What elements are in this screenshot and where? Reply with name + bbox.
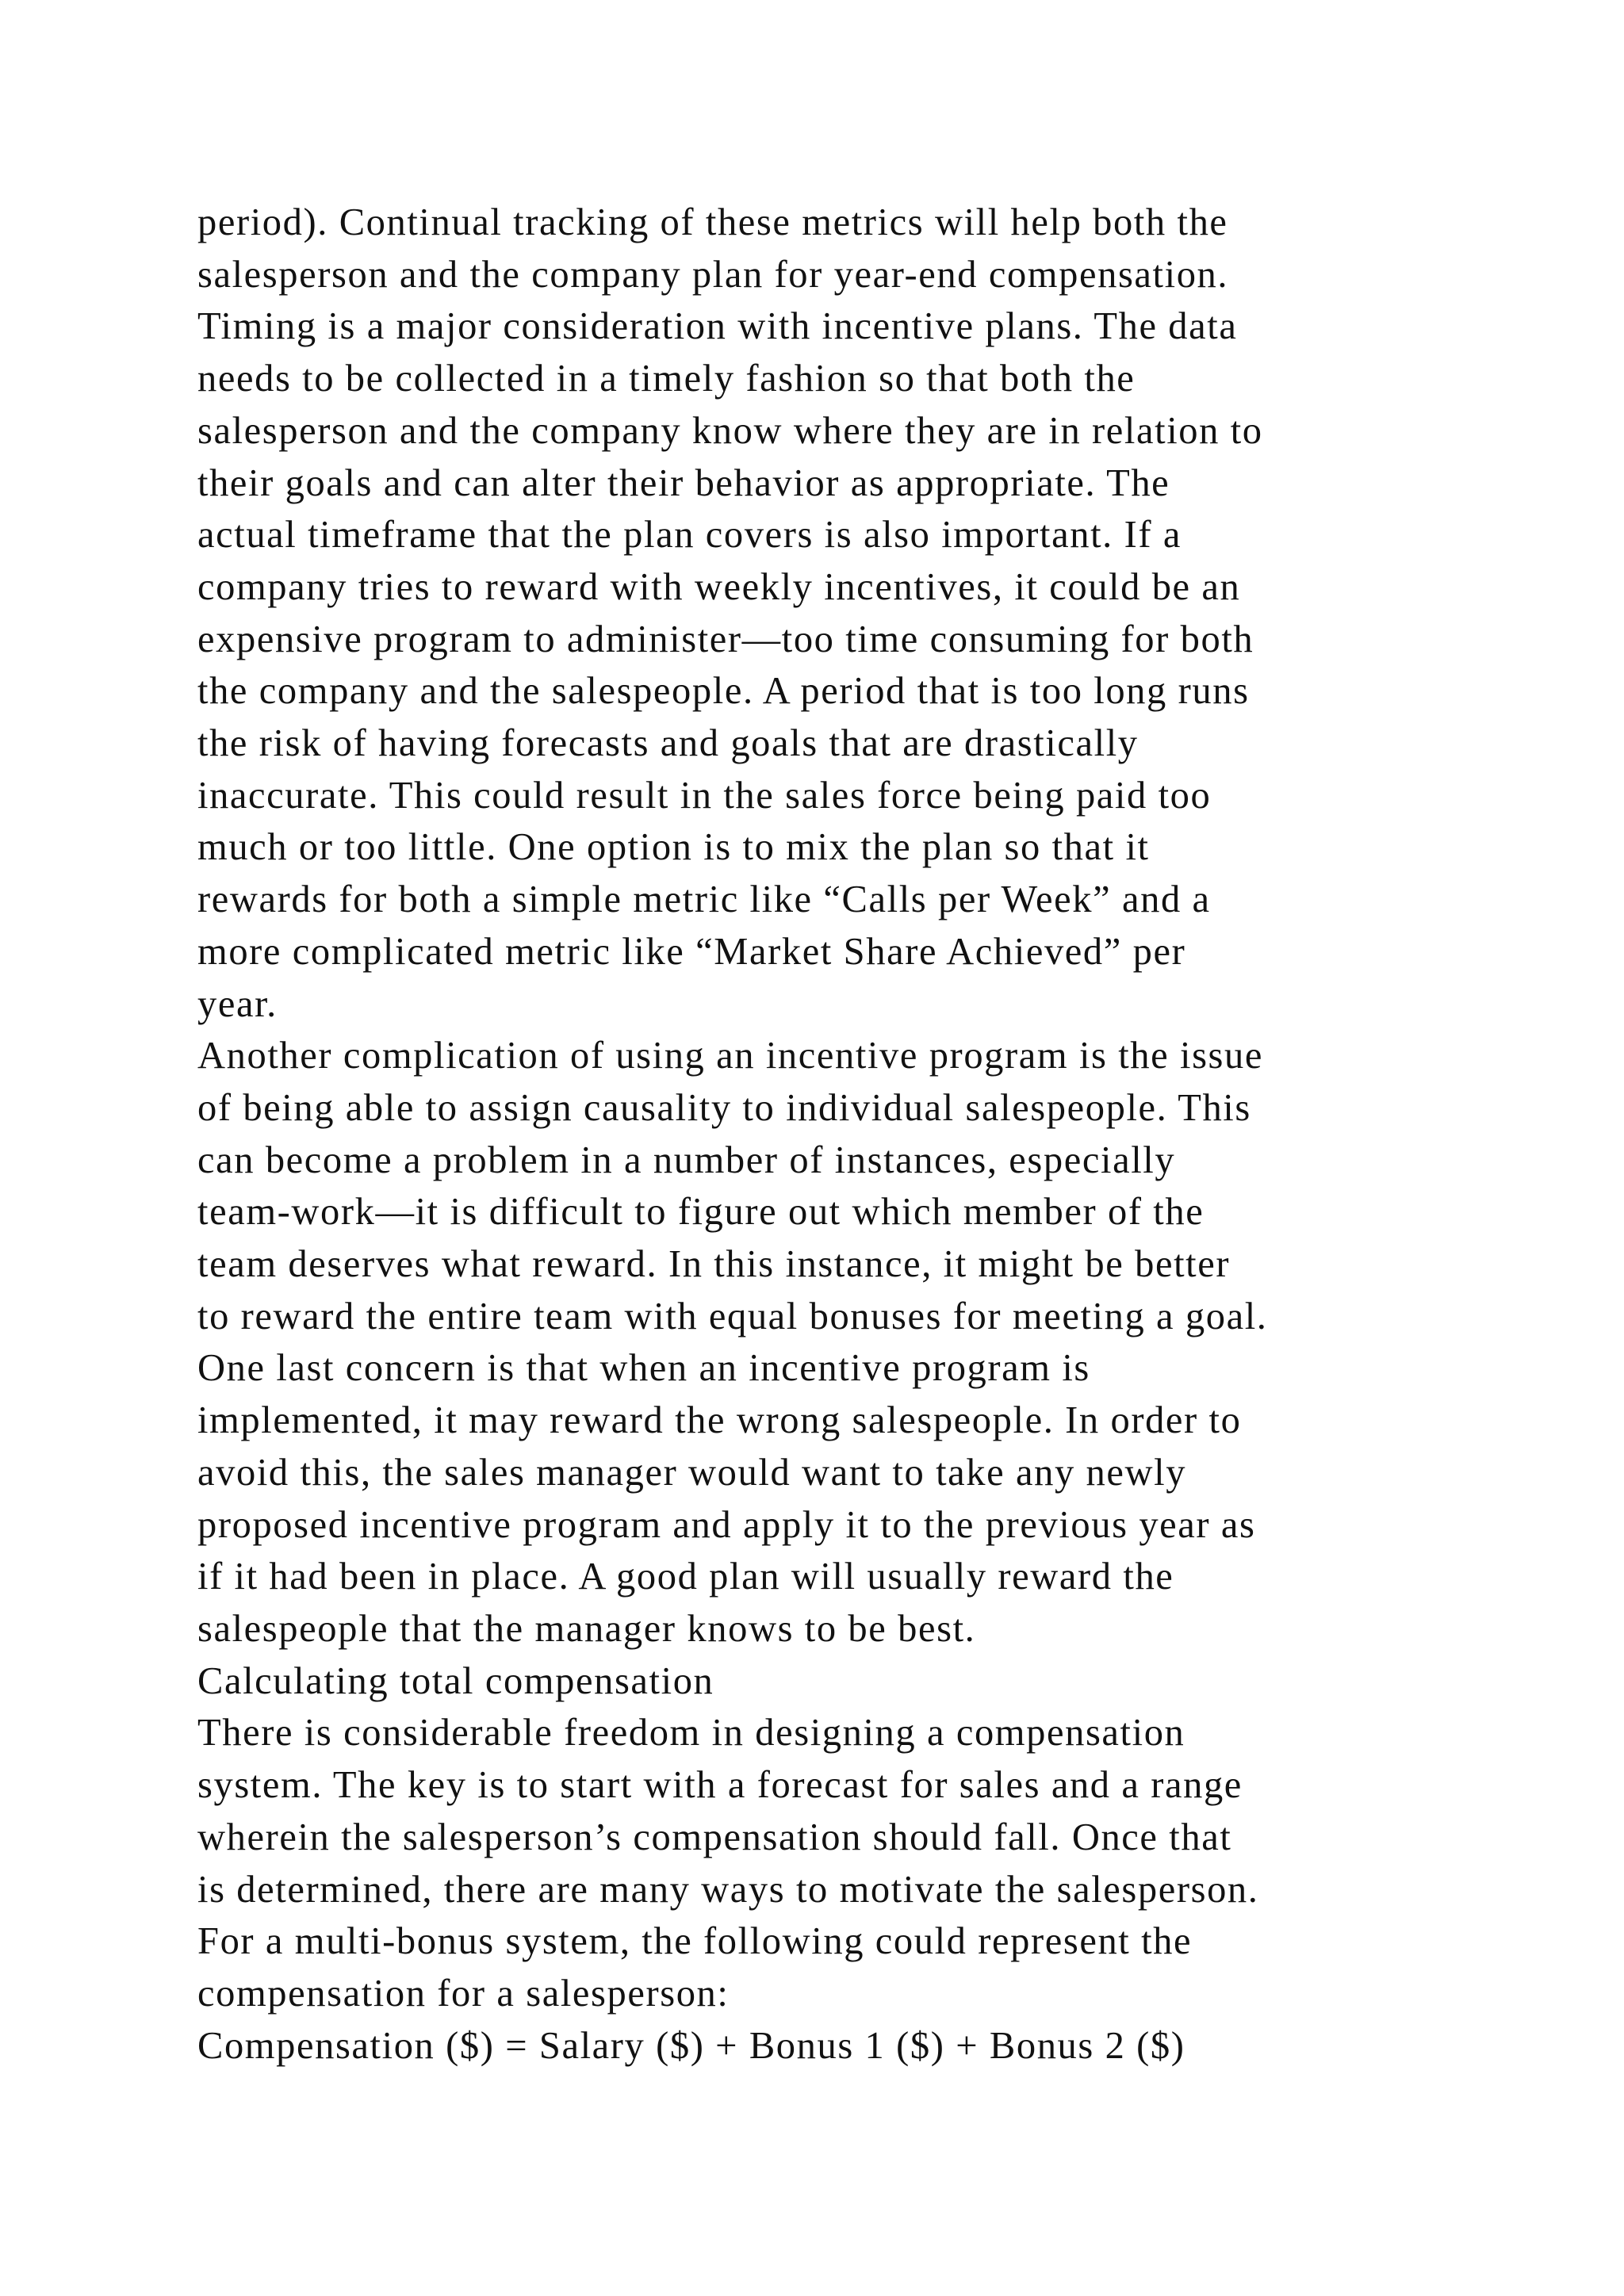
text-line: to reward the entire team with equal bonuses for meeting a goal. [197,1295,1268,1337]
text-line: inaccurate. This could result in the sales force being paid too [197,774,1212,817]
text-line: team-work—it is difficult to figure out which member of the [197,1191,1205,1234]
text-line: expensive program to administer—too time consuming for both [197,618,1254,660]
text-line: salespeople that the manager knows to be best. [197,1607,976,1650]
text-line: There is considerable freedom in designing a compensation [197,1712,1185,1755]
text-line: year. [197,982,278,1025]
text-line: compensation for a salesperson: [197,1972,730,2015]
text-line: more complicated metric like “Market Share Achieved” per [197,930,1186,973]
text-line: much or too little. One option is to mix the plan so that it [197,826,1150,869]
text-line: period). Continual tracking of these metrics will help both the [197,201,1228,243]
text-line: Calculating total compensation [197,1659,714,1702]
text-line: is determined, there are many ways to motivate the salesperson. [197,1868,1259,1911]
text-line: if it had been in place. A good plan will usually reward the [197,1556,1174,1598]
text-line: For a multi-bonus system, the following could represent the [197,1920,1193,1963]
text-line: the company and the salespeople. A period that is too long runs [197,670,1250,713]
text-line: implemented, it may reward the wrong salespeople. In order to [197,1399,1242,1442]
text-line: One last concern is that when an incentive program is [197,1347,1090,1390]
text-line: Timing is a major consideration with incentive plans. The data [197,305,1238,348]
body-text [197,197,1466,2072]
text-line: system. The key is to start with a forecast for sales and a range [197,1764,1243,1807]
text-line: Compensation ($) = Salary ($) + Bonus 1 ($) + Bonus 2 ($) [197,2024,1185,2067]
text-line: salesperson and the company know where they are in relation to [197,409,1263,452]
text-line: can become a problem in a number of instances, especially [197,1138,1176,1181]
text-line: Another complication of using an incentive program is the issue [197,1035,1263,1077]
text-line: needs to be collected in a timely fashion so that both the [197,358,1136,400]
text-line: the risk of having forecasts and goals that are drastically [197,722,1139,765]
text-line: team deserves what reward. In this instance, it might be better [197,1243,1231,1286]
text-line: proposed incentive program and apply it to the previous year as [197,1503,1256,1546]
text-line: company tries to reward with weekly incentives, it could be an [197,565,1241,608]
text-line: rewards for both a simple metric like “Calls per Week” and a [197,878,1211,921]
text-line: their goals and can alter their behavior as appropriate. The [197,461,1170,504]
text-line: salesperson and the company plan for year-end compensation. [197,253,1229,296]
text-line: wherein the salesperson’s compensation should fall. Once that [197,1816,1232,1858]
text-line: actual timeframe that the plan covers is also important. If a [197,514,1182,557]
text-line: avoid this, the sales manager would want to take any newly [197,1451,1187,1494]
text-line: of being able to assign causality to individual salespeople. This [197,1086,1251,1129]
